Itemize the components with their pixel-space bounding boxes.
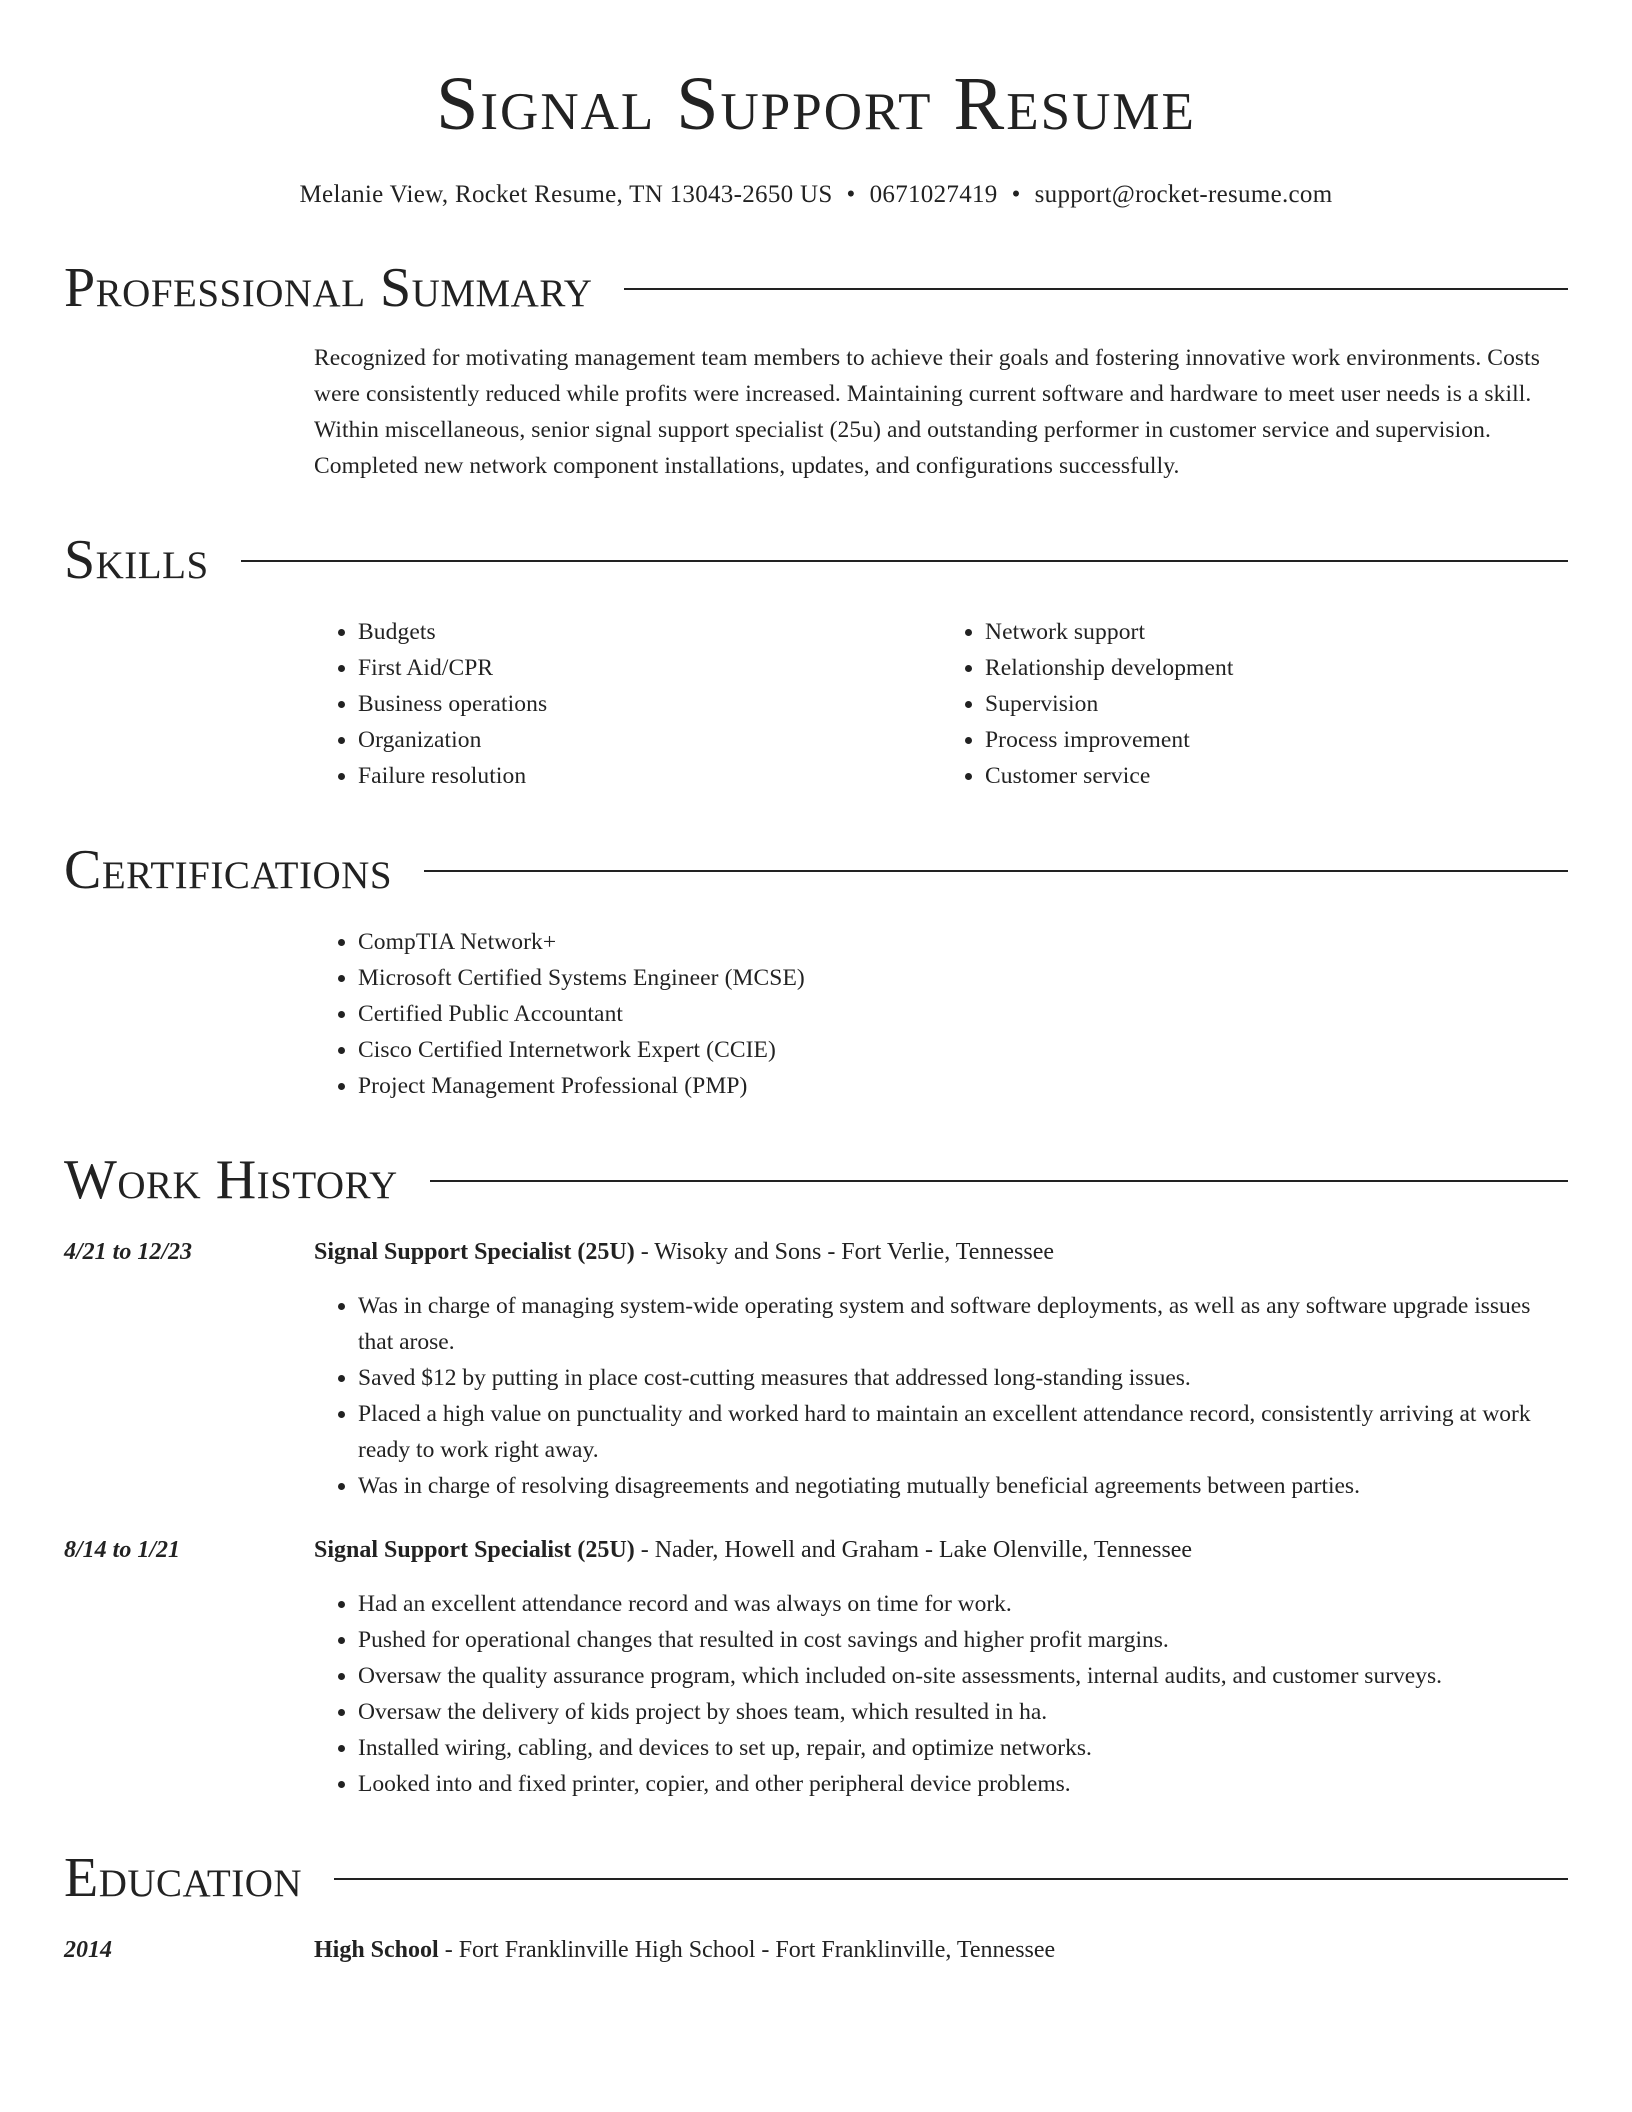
- job-bullet: • Looked into and fixed printer, copier, and other peripheral device problems.: [358, 1766, 1568, 1802]
- education-year: 2014: [64, 1937, 112, 1963]
- skill-item: • Relationship development: [985, 650, 1568, 686]
- skill-item: • Process improvement: [985, 722, 1568, 758]
- job-bullet: • Had an excellent attendance record and was always on time for work.: [358, 1586, 1568, 1622]
- section-divider: [334, 1878, 1568, 1880]
- section-divider: [624, 288, 1568, 290]
- job-bullet: • Pushed for operational changes that resulted in cost savings and higher profit margins.: [358, 1622, 1568, 1658]
- job-entry: [64, 1532, 1568, 1802]
- certification-item: • CompTIA Network+: [358, 924, 1568, 960]
- certifications-list: [314, 924, 1568, 1104]
- skills-column-right: [941, 614, 1568, 794]
- job-title: Signal Support Specialist (25U): [314, 1537, 635, 1563]
- certification-item: • Cisco Certified Internetwork Expert (CCIE): [358, 1032, 1568, 1068]
- job-employer: - Nader, Howell and Graham - Lake Olenville, Tennessee: [634, 1537, 1193, 1563]
- resume-page: [64, 0, 1568, 1968]
- certification-item: • Certified Public Accountant: [358, 996, 1568, 1032]
- job-header: [64, 1532, 1568, 1568]
- skills-heading: Skills: [64, 529, 209, 591]
- section-divider: [241, 560, 1568, 562]
- skills-column-left: [314, 614, 941, 794]
- job-header: [64, 1234, 1568, 1270]
- contact-line: [64, 178, 1568, 212]
- job-employer: - Wisoky and Sons - Fort Verlie, Tennessee: [634, 1239, 1055, 1265]
- contact-email: support@rocket-resume.com: [1034, 181, 1333, 208]
- job-bullet: • Oversaw the delivery of kids project by shoes team, which resulted in ha.: [358, 1694, 1568, 1730]
- section-divider: [430, 1180, 1568, 1182]
- education-school: - Fort Franklinville High School - Fort Franklinville, Tennessee: [438, 1937, 1056, 1963]
- work-history-heading: Work History: [64, 1149, 398, 1211]
- contact-address: Melanie View, Rocket Resume, TN 13043-2650 US: [299, 181, 833, 208]
- certification-item: • Microsoft Certified Systems Engineer (MCSE): [358, 960, 1568, 996]
- job-title: Signal Support Specialist (25U): [314, 1239, 635, 1265]
- skill-item: • Budgets: [358, 614, 941, 650]
- job-bullet: • Was in charge of managing system-wide operating system and software deployments, as well as any software upgrade issues that arose.: [358, 1288, 1568, 1360]
- skill-item: • Supervision: [985, 686, 1568, 722]
- skill-item: • Business operations: [358, 686, 941, 722]
- resume-title: Signal Support Resume: [436, 62, 1196, 146]
- skills-section-header: [64, 528, 1568, 592]
- job-bullet: • Saved $12 by putting in place cost-cutting measures that addressed long-standing issues.: [358, 1360, 1568, 1396]
- education-entry: [64, 1932, 1568, 1968]
- job-bullet: • Installed wiring, cabling, and devices to set up, repair, and optimize networks.: [358, 1730, 1568, 1766]
- summary-text: Recognized for motivating management team members to achieve their goals and fostering innovative work environments. Costs were consistently reduced while profits were increased. Maintaining current software and hardware to meet user needs is a skill. Within miscellaneous, senior signal support specialist (25u) and outstanding performer in customer service and supervision. Completed new network component installations, updates, and configurations successfully.: [314, 345, 1541, 479]
- contact-separator: •: [846, 181, 856, 208]
- job-detail: [314, 1234, 1568, 1270]
- job-dates: 4/21 to 12/23: [64, 1239, 193, 1265]
- education-detail: [314, 1932, 1568, 1968]
- skill-item: • Organization: [358, 722, 941, 758]
- certification-item: • Project Management Professional (PMP): [358, 1068, 1568, 1104]
- education-heading: Education: [64, 1847, 303, 1909]
- certifications-section-header: [64, 838, 1568, 902]
- section-divider: [424, 870, 1568, 872]
- job-entry: [64, 1234, 1568, 1504]
- job-bullets: [314, 1288, 1568, 1504]
- education-section-header: [64, 1846, 1568, 1910]
- summary-heading: Professional Summary: [64, 257, 593, 319]
- job-dates: 8/14 to 1/21: [64, 1537, 181, 1563]
- skill-item: • Customer service: [985, 758, 1568, 794]
- skill-item: • Network support: [985, 614, 1568, 650]
- skills-list: [314, 614, 1568, 794]
- job-bullet: • Was in charge of resolving disagreements and negotiating mutually beneficial agreements between parties.: [358, 1468, 1568, 1504]
- job-bullet: • Placed a high value on punctuality and worked hard to maintain an excellent attendance record, consistently arriving at work ready to work right away.: [358, 1396, 1568, 1468]
- skill-item: • First Aid/CPR: [358, 650, 941, 686]
- contact-separator: •: [1011, 181, 1021, 208]
- job-bullet: • Oversaw the quality assurance program, which included on-site assessments, internal audits, and customer surveys.: [358, 1658, 1568, 1694]
- job-detail: [314, 1532, 1568, 1568]
- skill-item: • Failure resolution: [358, 758, 941, 794]
- summary-section-header: [64, 256, 1568, 320]
- education-degree: High School: [314, 1937, 439, 1963]
- certifications-heading: Certifications: [64, 839, 393, 901]
- work-history-section-header: [64, 1148, 1568, 1212]
- contact-phone: 0671027419: [869, 181, 998, 208]
- job-bullets: [314, 1586, 1568, 1802]
